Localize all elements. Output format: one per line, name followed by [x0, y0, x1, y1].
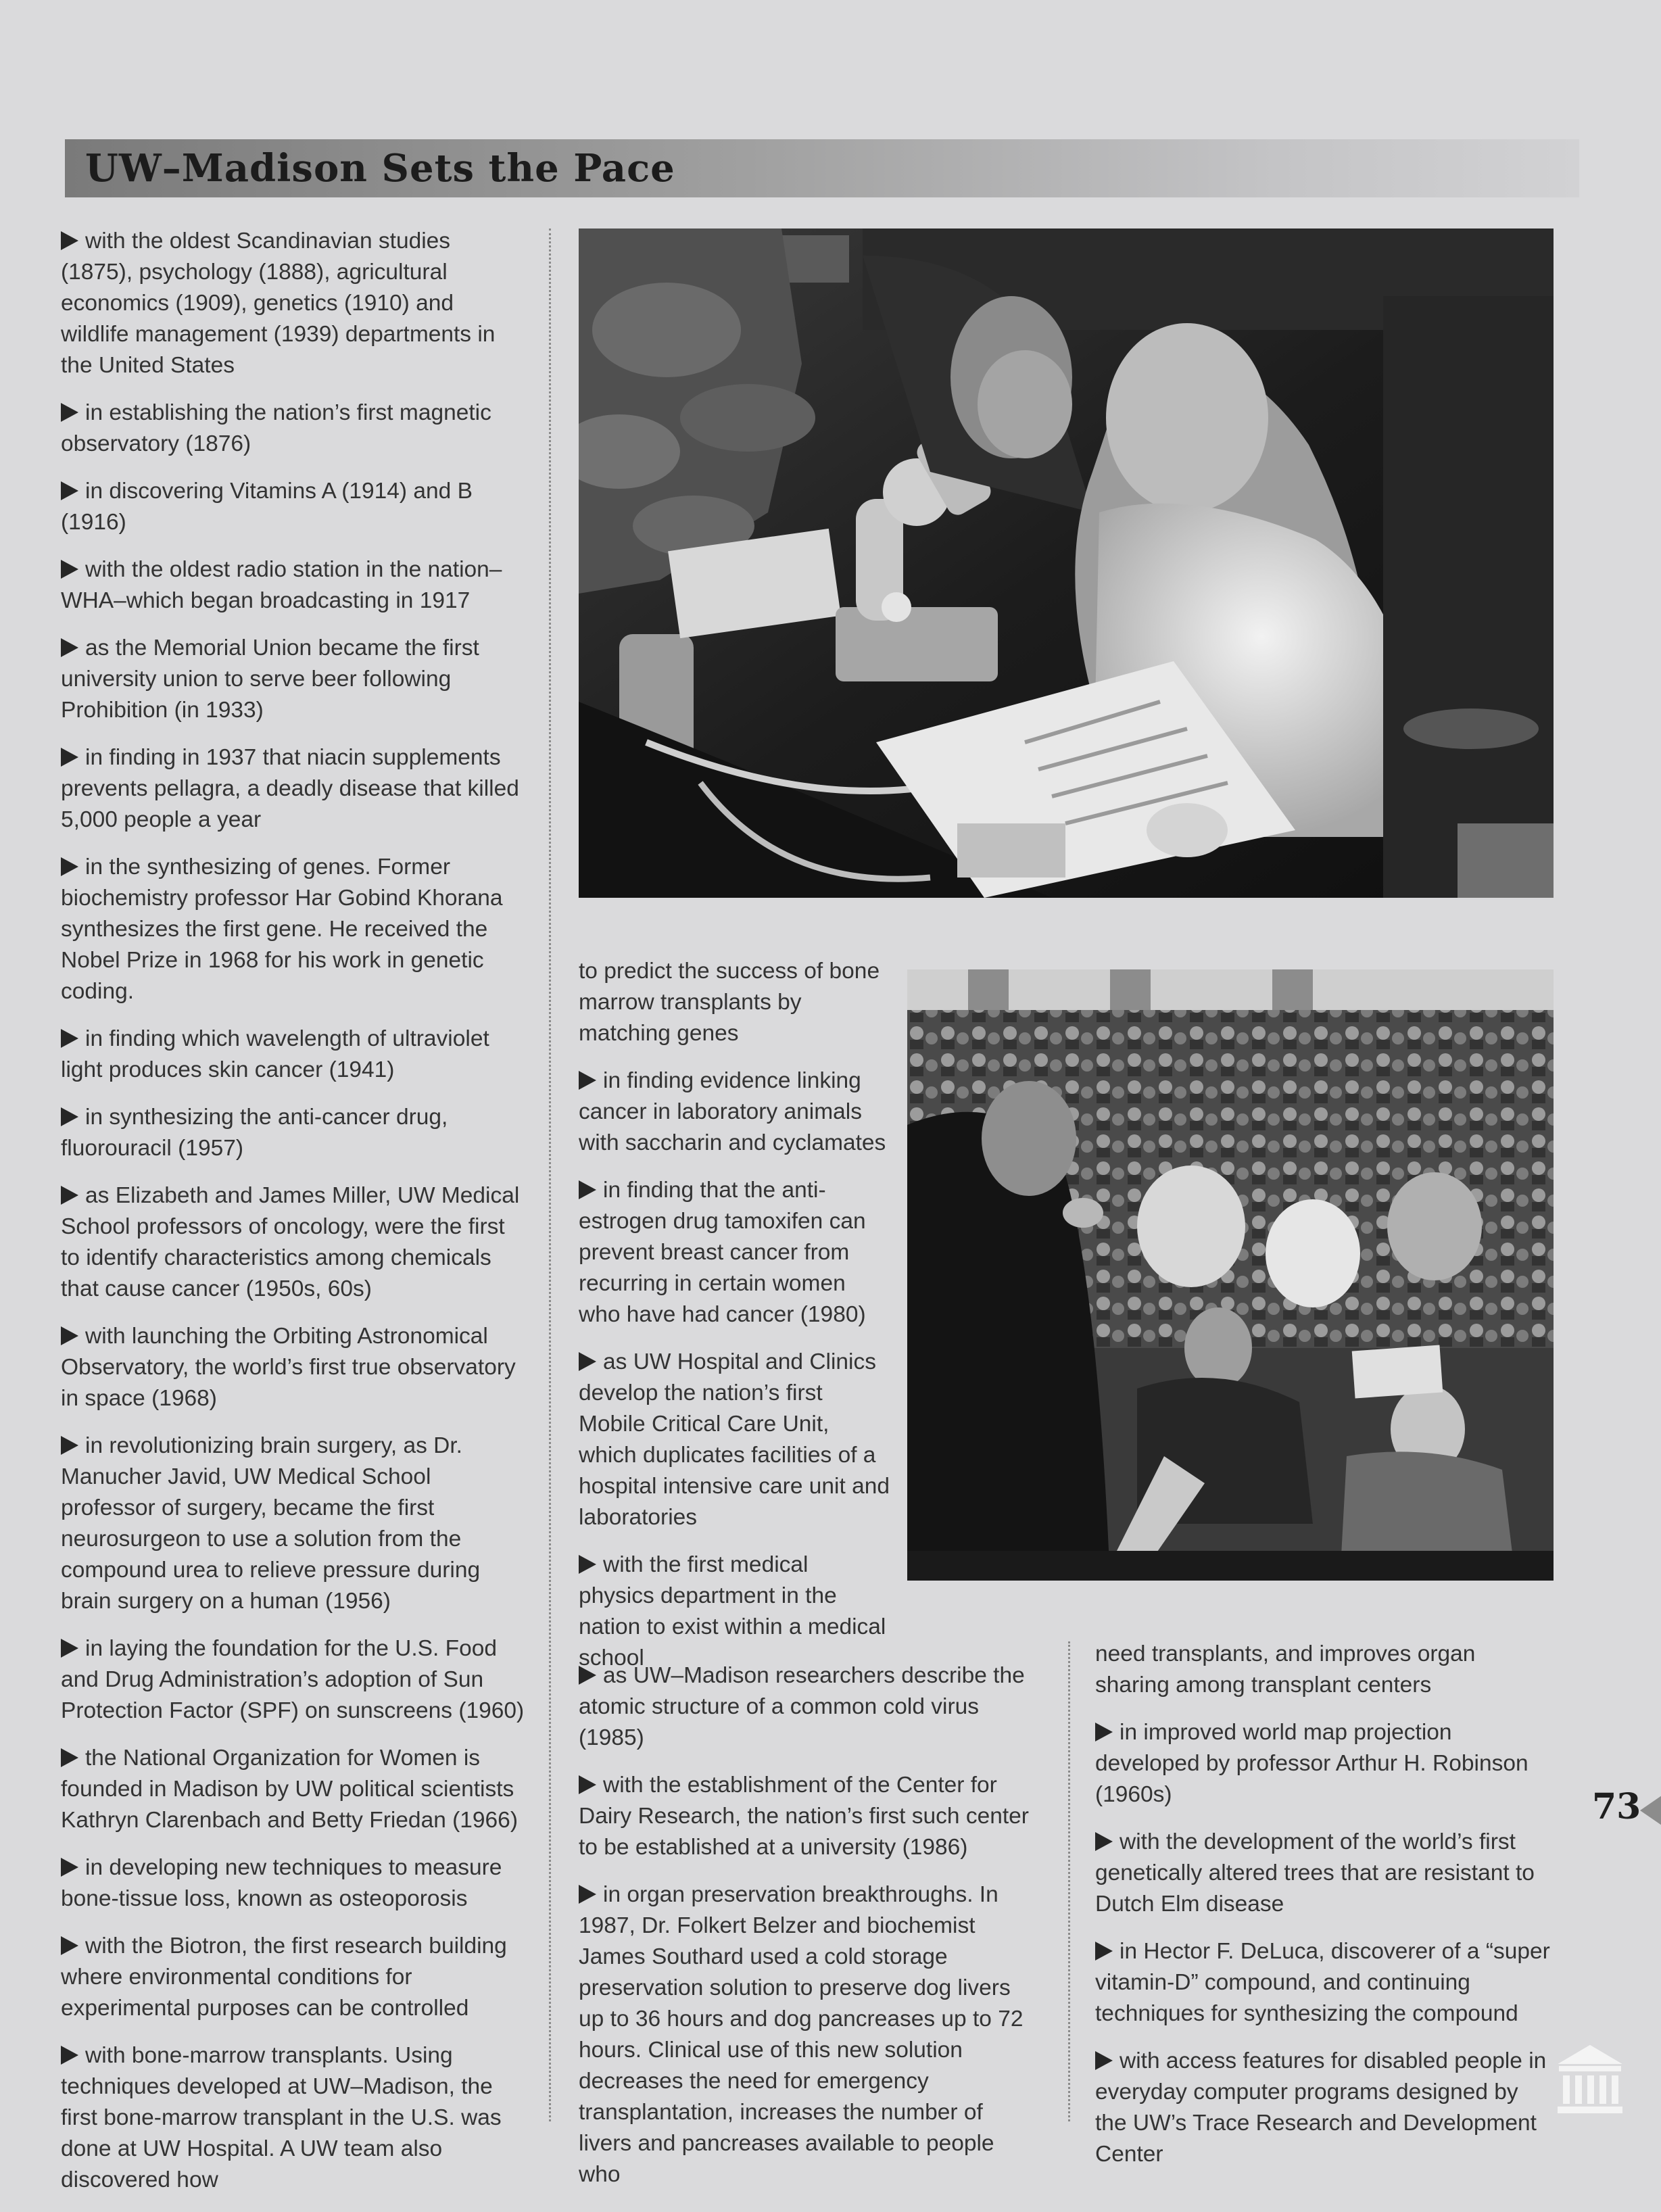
- list-item: [579, 1660, 1038, 1754]
- list-item-text: with the oldest Scandinavian studies (1875), psychology (1888), agricultural economics (1909), genetics (1910) and wildlife management (1939) departments in the United States: [61, 229, 496, 378]
- triangle-bullet-icon: [61, 231, 78, 250]
- list-item-text: with access features for disabled people in everyday computer programs designed by the UW’s Trace Research and Development Center: [1095, 2048, 1547, 2167]
- list-item: [61, 398, 527, 460]
- triangle-bullet-icon: [61, 1029, 78, 1048]
- list-item-text: in finding in 1937 that niacin supplements prevents pellagra, a deadly disease that killed 5,000 people a year: [61, 745, 519, 832]
- triangle-bullet-icon: [579, 1071, 596, 1090]
- column-divider: [1068, 1641, 1070, 2121]
- list-item: [61, 633, 527, 726]
- list-item-text: in the synthesizing of genes. Former biochemistry professor Har Gobind Khorana synthesizes the first gene. He received the Nobel Prize in 1968 for his work in genetic coding.: [61, 855, 503, 1004]
- triangle-bullet-icon: [61, 403, 78, 422]
- triangle-bullet-icon: [579, 1555, 596, 1574]
- triangle-bullet-icon: [61, 560, 78, 579]
- column-3: [1095, 1639, 1555, 2186]
- list-item-text: in revolutionizing brain surgery, as Dr. Manucher Javid, UW Medical School professor of surgery, became the first neurosurgeon to use a solution from the compound urea to relieve pressure during brain surgery on a human (1956): [61, 1433, 481, 1614]
- triangle-bullet-icon: [579, 1352, 596, 1371]
- list-item: [61, 1024, 527, 1086]
- list-item-text: in laying the foundation for the U.S. Food and Drug Administration’s adoption of Sun Protection Factor (SPF) on sunscreens (1960): [61, 1636, 525, 1723]
- list-item-text: in discovering Vitamins A (1914) and B (1916): [61, 479, 473, 535]
- triangle-bullet-icon: [61, 1748, 78, 1767]
- triangle-bullet-icon: [579, 1775, 596, 1794]
- list-item-text: in finding evidence linking cancer in laboratory animals with saccharin and cyclamates: [579, 1068, 886, 1155]
- triangle-bullet-icon: [579, 1180, 596, 1199]
- list-item-text: with the establishment of the Center for Dairy Research, the nation’s first such center to be established at a university (1986): [579, 1773, 1029, 1860]
- building-logo-icon: [1556, 2043, 1624, 2119]
- list-item-text: as UW Hospital and Clinics develop the nation’s first Mobile Critical Care Unit, which duplicates facilities of a hospital intensive care unit and laboratories: [579, 1349, 890, 1530]
- list-item: [61, 554, 527, 617]
- triangle-bullet-icon: [61, 1936, 78, 1955]
- page-title: UW–Madison Sets the Pace: [85, 146, 675, 191]
- triangle-bullet-icon: [61, 1326, 78, 1345]
- list-item-text: the National Organization for Women is founded in Madison by UW political scientists Kathryn Clarenbach and Betty Friedan (1966): [61, 1746, 518, 1833]
- triangle-bullet-icon: [61, 1107, 78, 1126]
- list-item: [579, 1770, 1038, 1863]
- list-item: [61, 1430, 527, 1617]
- list-item: [1095, 1827, 1555, 1920]
- list-item: [61, 476, 527, 538]
- triangle-left-icon: [1640, 1796, 1661, 1825]
- list-item-text: in Hector F. DeLuca, discoverer of a “super vitamin-D” compound, and continuing techniques for synthesizing the compound: [1095, 1939, 1550, 2026]
- list-item-text: in finding that the anti-estrogen drug tamoxifen can prevent breast cancer from recurring in certain women who have had cancer (1980): [579, 1178, 866, 1327]
- column-divider: [549, 229, 551, 2121]
- list-item-text: with the first medical physics department in the nation to exist within a medical school: [579, 1552, 886, 1670]
- list-item: [61, 1852, 527, 1915]
- list-item: [61, 1633, 527, 1727]
- list-item: [1095, 1936, 1555, 2029]
- list-item: [1095, 2046, 1555, 2170]
- list-item-text: in developing new techniques to measure bone-tissue loss, known as osteoporosis: [61, 1855, 502, 1911]
- column-2-lower: [579, 1660, 1038, 2207]
- triangle-bullet-icon: [1095, 1942, 1113, 1961]
- list-item: [61, 1180, 527, 1305]
- list-item-text: as UW–Madison researchers describe the atomic structure of a common cold virus (1985): [579, 1663, 1025, 1750]
- triangle-bullet-icon: [61, 1639, 78, 1658]
- triangle-bullet-icon: [61, 481, 78, 500]
- list-item: [61, 1743, 527, 1836]
- list-item: [61, 742, 527, 836]
- list-item-text: in organ preservation breakthroughs. In 1987, Dr. Folkert Belzer and biochemist James Southard used a cold storage preservation solution to preserve dog livers up to 36 hours and dog pancreases up to 72 hours. Clinical use of this new solution decreases the need for emergency transplantation, increases the number of livers and pancreases available to people who: [579, 1882, 1024, 2187]
- list-item: [61, 852, 527, 1007]
- lecture-hall-photo: [907, 969, 1554, 1581]
- list-item-text: as the Memorial Union became the first university union to serve beer following Prohibition (in 1933): [61, 635, 479, 723]
- list-item-text: with launching the Orbiting Astronomical Observatory, the world’s first true observatory in space (1968): [61, 1324, 516, 1411]
- list-item-continuation: need transplants, and improves organ sharing among transplant centers: [1095, 1641, 1476, 1698]
- triangle-bullet-icon: [61, 857, 78, 876]
- triangle-bullet-icon: [1095, 1723, 1113, 1741]
- triangle-bullet-icon: [61, 748, 78, 767]
- list-item: [579, 1549, 890, 1674]
- triangle-bullet-icon: [61, 2046, 78, 2065]
- triangle-bullet-icon: [61, 1436, 78, 1455]
- list-item-text: with the Biotron, the first research building where environmental conditions for experimental purposes can be controlled: [61, 1933, 507, 2021]
- triangle-bullet-icon: [61, 1858, 78, 1877]
- triangle-bullet-icon: [61, 638, 78, 657]
- triangle-bullet-icon: [1095, 2051, 1113, 2070]
- page-number: 73: [1592, 1786, 1641, 1827]
- list-item: [61, 226, 527, 381]
- title-bar: [65, 139, 1579, 197]
- list-item-text: in synthesizing the anti-cancer drug, fluorouracil (1957): [61, 1105, 448, 1161]
- list-item: [579, 1065, 890, 1159]
- list-item: [579, 1879, 1038, 2190]
- list-item-text: in improved world map projection developed by professor Arthur H. Robinson (1960s): [1095, 1720, 1528, 1807]
- column-1: [61, 226, 527, 2212]
- list-item-continuation: to predict the success of bone marrow transplants by matching genes: [579, 959, 880, 1046]
- list-item-text: as Elizabeth and James Miller, UW Medical School professors of oncology, were the first to identify characteristics among chemicals that cause cancer (1950s, 60s): [61, 1183, 520, 1301]
- triangle-bullet-icon: [579, 1885, 596, 1904]
- lab-microscope-photo: [579, 229, 1554, 898]
- list-item-text: with the development of the world’s first genetically altered trees that are resistant to Dutch Elm disease: [1095, 1829, 1535, 1917]
- list-item: [61, 1321, 527, 1414]
- list-item: [579, 1175, 890, 1330]
- list-item-text: in establishing the nation’s first magnetic observatory (1876): [61, 400, 491, 456]
- list-item-text: with bone-marrow transplants. Using techniques developed at UW–Madison, the first bone-marrow transplant in the U.S. was done at UW Hospital. A UW team also discovered how: [61, 2043, 502, 2192]
- list-item-text: in finding which wavelength of ultraviolet light produces skin cancer (1941): [61, 1026, 489, 1082]
- triangle-bullet-icon: [61, 1186, 78, 1205]
- list-item: [61, 1102, 527, 1164]
- triangle-bullet-icon: [579, 1666, 596, 1685]
- list-item: [61, 1931, 527, 2024]
- list-item: [579, 1347, 890, 1533]
- list-item: [61, 2040, 527, 2196]
- list-item: [1095, 1717, 1555, 1810]
- triangle-bullet-icon: [1095, 1832, 1113, 1851]
- column-2-upper: [579, 956, 890, 1690]
- list-item-text: with the oldest radio station in the nation–WHA–which began broadcasting in 1917: [61, 557, 502, 613]
